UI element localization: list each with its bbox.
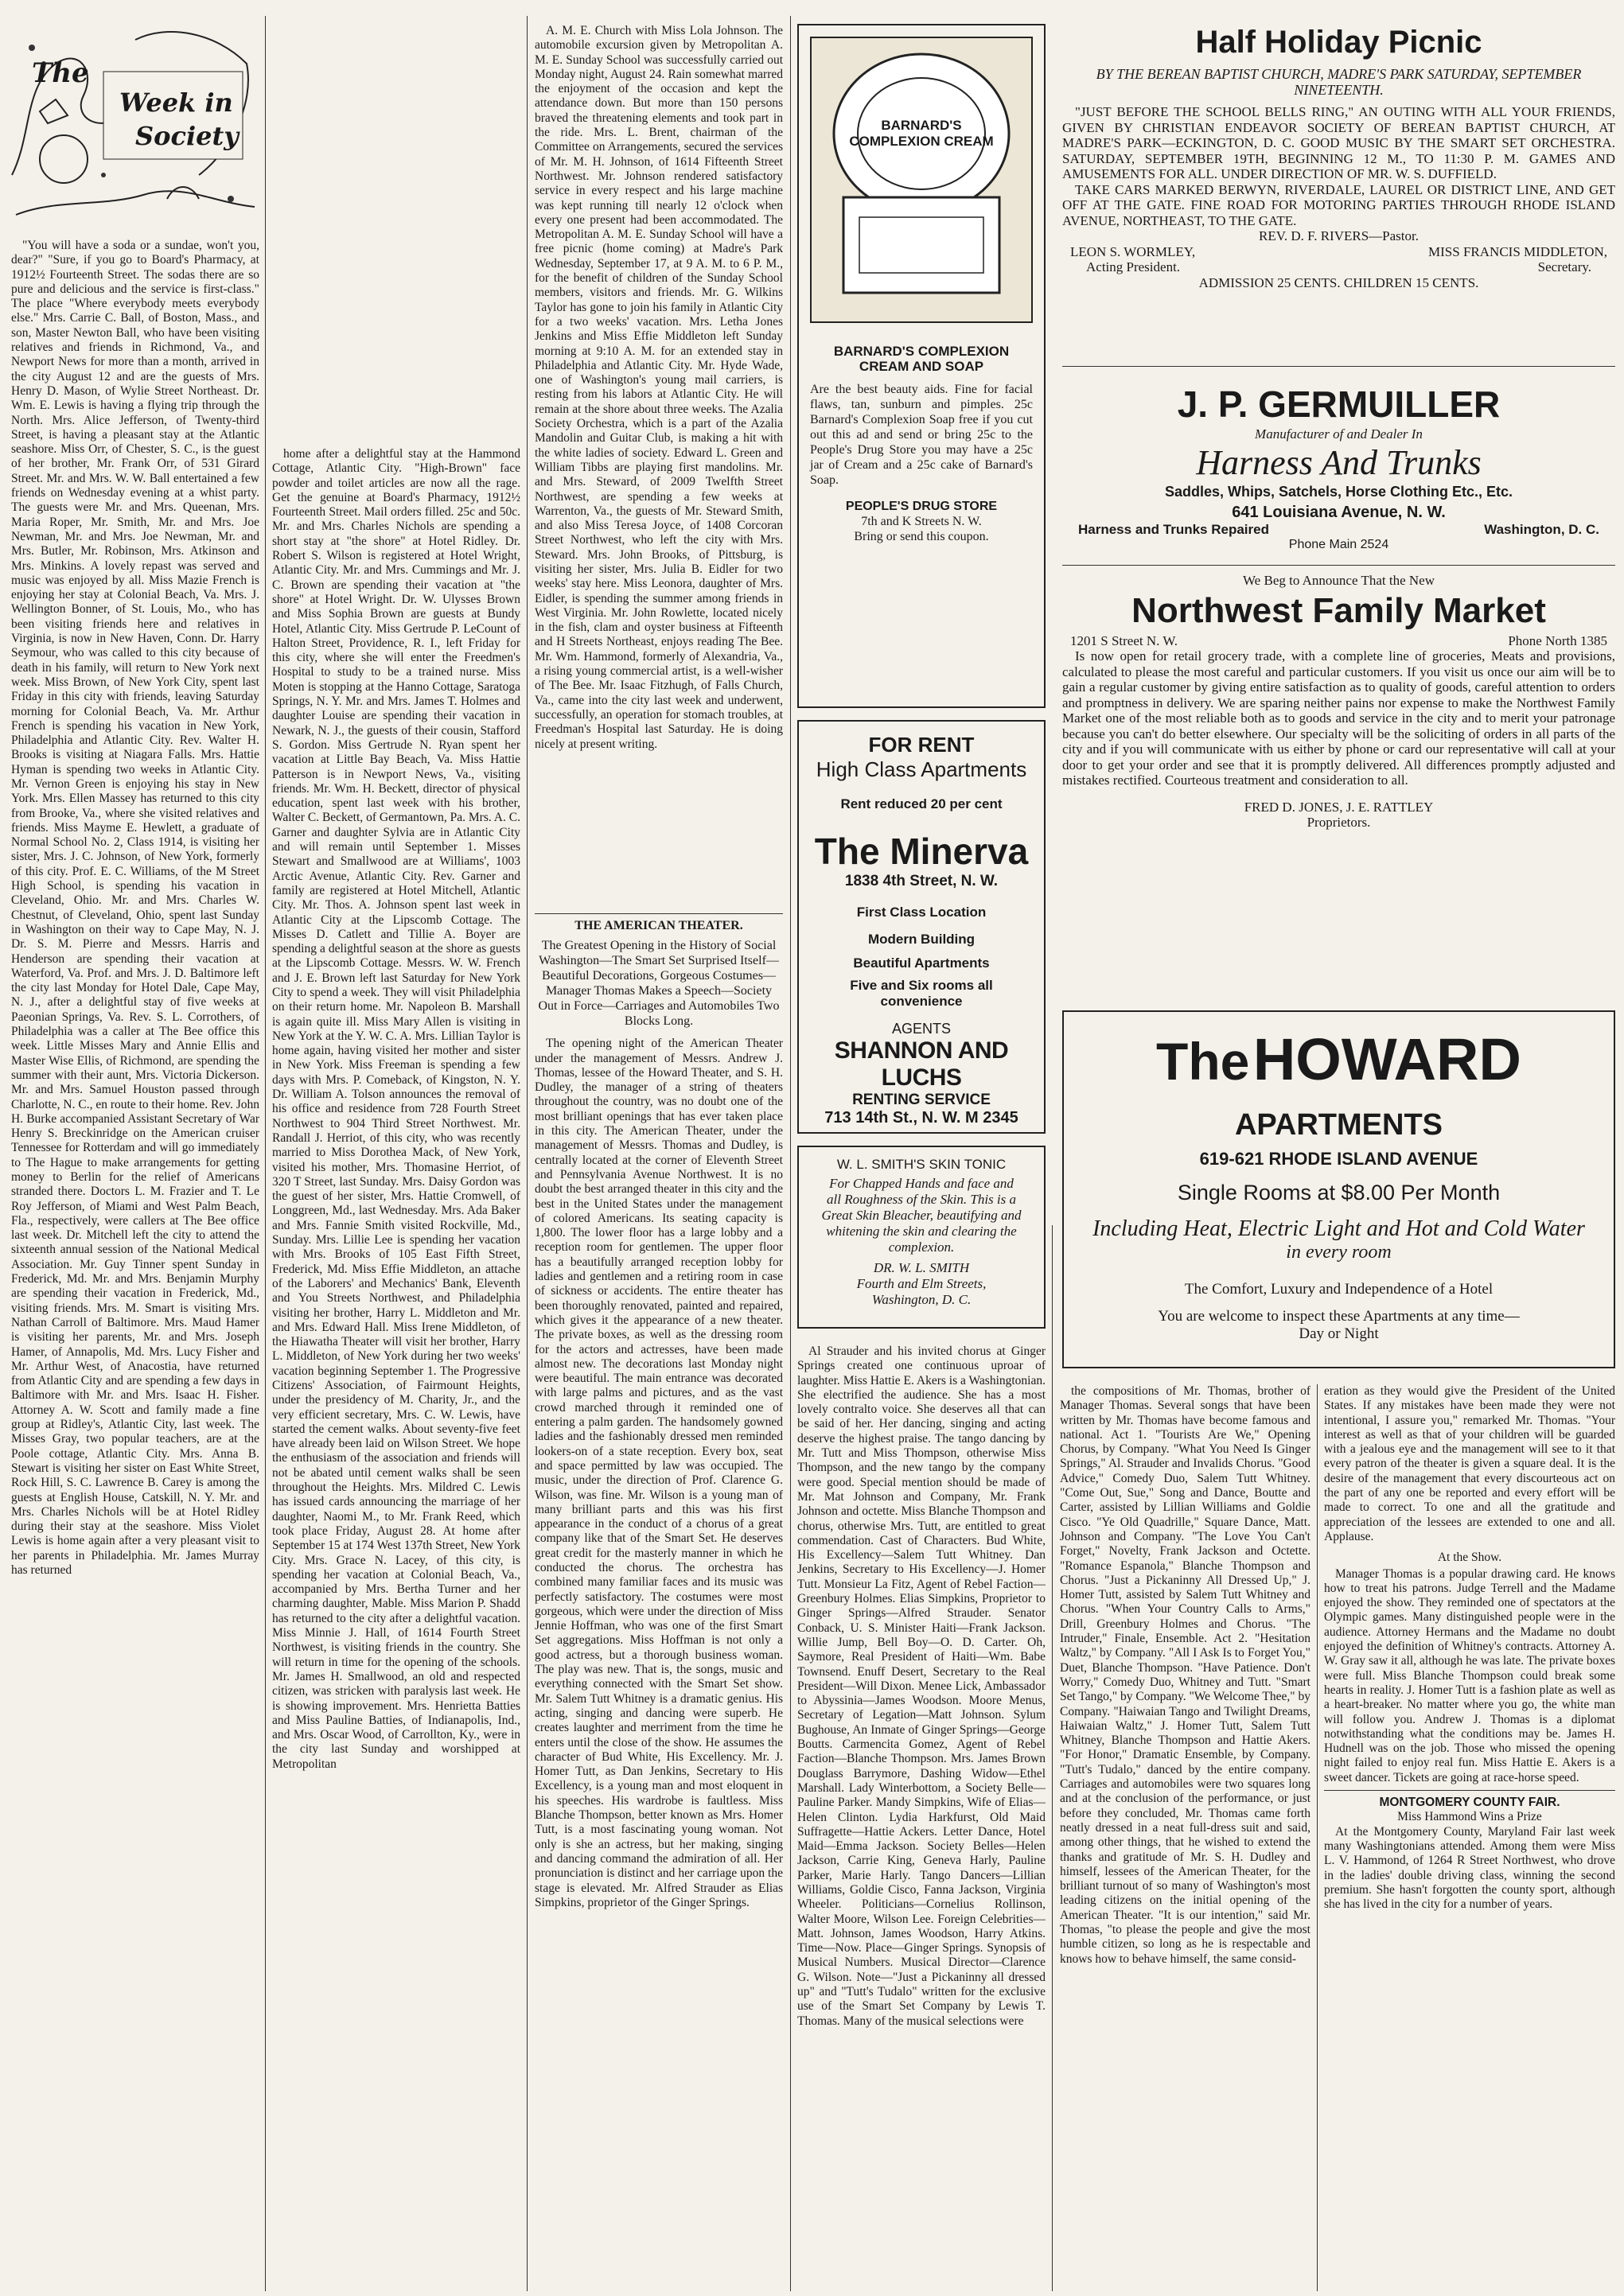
barnard-title: BARNARD'S COMPLEXION CREAM AND SOAP — [833, 344, 1010, 374]
picnic-pastor: REV. D. F. RIVERS—Pastor. — [1259, 228, 1419, 243]
minerva-line-2: Modern Building — [867, 932, 976, 947]
howard-welcome: You are welcome to inspect these Apartments at any time— — [1158, 1308, 1520, 1325]
market-proprietor-names: FRED D. JONES, J. E. RATTLEY — [1244, 799, 1434, 815]
germuiller-name: J. P. GERMUILLER — [1177, 383, 1501, 425]
howard-address: 619-621 RHODE ISLAND AVENUE — [1199, 1149, 1478, 1169]
society-column-1 — [11, 239, 259, 2287]
germuiller-phone: Phone Main 2524 — [1288, 538, 1389, 551]
section-rule — [1324, 1790, 1615, 1791]
barnard-ad — [797, 24, 1046, 708]
section-rule — [1062, 565, 1615, 566]
picnic-body: "JUST BEFORE THE SCHOOL BELLS RING," AN OUTING WITH ALL YOUR FRIENDS, GIVEN BY CHRISTIAN ENDEAVOR SOCIETY OF BEREAN BAPTIST CHURCH, AT MADRE'S PARK—ECKINGTON, D. C. GOOD MUSIC BY THE SMART SET ORCHESTRA. SATURDAY, SEPTEMBER 19TH, BEGINNING 12 M., TO 11:30 P. M. GAMES AND AMUSEMENTS FOR ALL. UNDER DIRECTION OF MR. W. S. DUFFIELD. — [1062, 104, 1615, 181]
week-in-society-masthead — [8, 16, 261, 227]
theater-body-2: Al Strauder and his invited chorus at Ginger Springs created one continuous uproar of laughter. Miss Hattie E. Akers is a Washingtonian. She electrified the audience. She has a most lovely contralto voice. She deserves all that can be said of her. Her dancing, singing and acting deserve the highest praise. The tango dancing by Mr. Tutt and Miss Thompson, otherwise Miss Thompson, and the new tango by the company were good. Special mention should be made of Mr. Mat Johnson and Company, Mr. Frank Johnson and octette. Miss Blanche Thompson and chorus, otherwise Mrs. Tutt, are entitled to great commendation. Cast of Characters. Bud White, His Excellency—Salem Tutt Whitney. Dan Jenkins, Secretary to His Excellency—J. Homer Tutt. Monsieur La Fitz, Agent of Rebel Faction—Greenbury Holmes. Elias Simpkins, Proprietor to Ginger Springs—Alfred Strauder. Senator Conback, U. S. Minister Haiti—Frank Jackson. Willie Jump, Bell Boy—O. D. Carter. Oh, Saymore, Real President of Haiti—Wm. Babe Townsend. Enuff Desert, Secretary to the Real President—Will Dixon. Menee Lick, Ambassador to Abyssinia—James Woodson. Moore Menus, Secretary of Legation—Matt Johnson. Sylum Bughouse, An Inmate of Ginger Springs—George Boutts. Carmencita Gomez, Agent of Rebel Faction—Blanche Thompson. Mrs. James Brown Douglass Barrymore, Dashing Widow—Ethel Marshall. Lady Winterbottom, a Society Belle—Pauline Parker. Mandy Simpkins, Wife of Elias—Helen Clinton. Lydia Harkfurst, Old Maid Suffragette—Hattie Ackers. Letter Dance, Hotel Maid—Emma Jackson. Society Belles—Helen Jackson, Carrie King, Geneva Harly, Pauline Parker, Marie Harly. Tango Dancers—Lillian Williams, Goldie Cisco, Fanna Jackson, Virginia Wheeler. Politicians—Cornelius Rollinson, Walter Moore, Wilson Lee. Foreign Celebrities—Matt. Johnson, James Woodson, Harry Atkins. Time—Now. Place—Ginger Springs. Synopsis of Musical Numbers. Musical Director—Clarence G. Wilson. Note—"Just a Pickaninny all dressed up" and "Tutt's Tudalo" written for the exclusive use of the Smart Set Company by Lewis T. Thomas. Many of the musical selections were — [797, 1345, 1046, 2028]
show-body: Manager Thomas is a popular drawing card. He knows how to treat his patrons. Judge Terrell and the Madame enjoyed the show. They reminded one of spectators at the Olympic games. Many distinguished people were in the audience. Attorney Hermans and the Madame no doubt enjoyed the definition of Whitney's contracts. Attorney A. W. Gray saw it all, although he was late. The private boxes were full. Miss Blanche Thompson could break some hearts in reality. J. Homer Tutt is a fashion plate as well as a heart-breaker. No matter where you go, the white man will follow you. Andrew J. Thomas is a diplomat notwithstanding what the conditions may be. James H. Hudnell was on the job. Those who missed the opening night failed to enjoy real fun. Miss Hattie E. Akers is a sweet dancer. Tickets are going at race-horse speed. — [1324, 1566, 1615, 1784]
masthead-word-2: Week in — [119, 88, 233, 118]
fair-subtitle: Miss Hammond Wins a Prize — [1397, 1810, 1542, 1824]
market-name: Northwest Family Market — [1131, 590, 1546, 630]
picnic-notice — [1062, 24, 1615, 358]
tonic-address: Fourth and Elm Streets, Washington, D. C. — [856, 1276, 987, 1307]
theater-column-5 — [1060, 1384, 1310, 2287]
theater-body-4: eration as they would give the President of the United States. If any mistakes have been made they were not intentional, I assure you," remarked Mr. Thomas. "Your interest as well as that of your children will be guarded with a jealous eye and the management will see to it that every patron of the theater is given a square deal. It is the desire of the management that every discourteous act on the part of any one be reported and every effort will be made to correct. To one and all the gratitude and appreciation of the lessees are extended to one and all. Applause. — [1324, 1384, 1615, 1543]
minerva-line-1: First Class Location — [856, 905, 987, 920]
market-ad — [1062, 573, 1615, 994]
society-text-1: "You will have a soda or a sundae, won't you, dear?" "Sure, if you go to Board's Pharmacy, at 1912½ Fourteenth Street. The sodas there are so pure and delicious and the service is first-class." The place "Where everybody meets everybody else." Mrs. Carrie C. Ball, of Boston, Mass., and son, Master Newton Ball, who have been visiting relatives and friends in Richmond, Va., and Newport News for more than a month, arrived in the city August 12 and are the guests of Mrs. Henry D. Mason, of Wylie Street Northeast. Dr. Wm. E. Lewis is having a flying trip through the North. Mrs. Alice Jefferson, of Twenty-third Street, is having a pleasant stay at the Atlantic seashore. Miss Orr, of Chester, S. C., is the guest of her brother, Mr. Frank Orr, of 531 Girard Street. Mr. and Mrs. W. W. Ball entertained a few friends on Wednesday evening at a whist party. The guests were Mr. and Mrs. Queenan, Mrs. Maria Roper, Mr. Smith, Mr. and Mrs. Joe Newman, Mr. and Mrs. Joe Newman, Mr. and Mrs. Butler, Mr. Robinson, Mrs. Atkinson and Mrs. Minkins. A lovely repast was served and music was enjoyed by all. Miss Mazie French is enjoying her stay at Colonial Beach, Va. Mrs. J. Wellington Bonner, of St. Louis, Mo., who has been visiting friends here and relatives in Virginia, is now in New Haven, Conn. Dr. Harry Seymour, who was called to this city because of death in his family, will return to New York next week. Miss Brown, of New York City, spent last Friday in this city with friends, leaving Saturday morning for Colonial Beach, Va. Mr. Arthur French is spending his vacation in New York, Philadelphia and Atlantic City. Rev. Walter H. Brooks is visiting at Niagara Falls. Mrs. Hattie Hyman is spending two weeks in Atlantic City. Mr. Vernon Green is enjoying his stay in New York. Mrs. Ellen Massey has returned to this city from Brooke, Va., where she visited relatives and friends. Miss Mayme E. Hewlett, a graduate of Normal School No. 2, Class 1914, is visiting her sister, Mrs. J. C. Johnson, of New York, formerly of this city. Prof. E. C. Williams, of the M Street High School, is spending his vacation in Cleveland, Ohio. Mr. and Mrs. Charles W. Chestnut, of Cleveland, Ohio, spent last Sunday in Washington on their way to Cape May, N. J. Dr. S. M. Pierre and Messrs. Harris and Henderson are spending their vacation at Waterford, Va. Prof. and Mrs. J. D. Baltimore left the city last Monday for Hotel Dale, Cape May, N. J., after a delightful stay of five weeks at Paeonian Springs, Va. Rev. S. L. Corrothers, of Philadelphia was a caller at The Bee office this week. Little Misses Mary and Annie Ellis and Master Wise Ellis, of Richmond, are spending the summer with their aunt, Mrs. Victoria Dickerson. Mr. and Mrs. Samuel Houston passed through Charlotte, N. C., en route to their home. Rev. John H. Burke accompanied Assistant Secretary of War Henry S. Breckinridge on the American cruiser Tennessee for Rotterdam and will go immediately to The Hague to make arrangements for getting money to Berlin for the relief of Americans stranded there. Doctors L. M. Frazier and T. Le Roy Jefferson, of Miami and West Palm Beach, Fla., respectively, were callers at The Bee office last week. Dr. Mitchell left the city to attend the sixteenth annual session of the National Medical Association. Mr. Guy Tinner spent Sunday in Frederick, Md. Mr. and Mrs. Benjamin Murphy are spending their vacation in Frederick, Md., visiting friends. Mrs. M. Smart is visiting Mrs. Nathan Carroll of Baltimore. Mrs. Maud Hamer is visiting her parents, Mr. and Mrs. Joseph Hamer, of Annapolis, Md. Mrs. Lucy Fisher and Mr. Arthur West, of Anacostia, have returned from Atlantic City and are spending a few days in Baltimore with Mr. and Mrs. Isaac H. Fisher. Attorney A. W. Scott and family made a fine group at Ridley's, Atlantic City, last week. The Misses Gray, two popular teachers, are at the Poole cottage, Atlantic City. Mrs. Anna B. Stewart is visiting her sister on East White Street, Rock Hill, S. C. Lawrence B. Carey is among the guests at English House, Catskill, N. Y. Mr. and Mrs. Charles Nichols will be at Hotel Ridley during their stay at the seashore. Miss Violet Lewis is home again after a very pleasant visit to her parents in Philadelphia. Mr. James Murray has returned — [11, 239, 259, 1578]
society-text-2: home after a delightful stay at the Hammond Cottage, Atlantic City. "High-Brown" face powder and toilet articles are now all the rage. Get the genuine at Board's Pharmacy, 1912½ Fourteenth Street. Mail orders filled. 25c and 50c. Mr. and Mrs. Charles Nichols are spending a short stay at "the shore" at Hotel Ridley. Dr. Robert S. Wilson is registered at Hotel Wright, Atlantic City. Mr. and Mrs. Cummings and Mr. J. C. Brown are spending their vacation at "the shore" at Hotel Wright. Dr. W. Ulysses Brown and Miss Sophia Brown are guests at Bundy Hotel, Atlantic City. Miss Gertrude P. LeCount of Halton Street, Providence, R. I., left Friday for this city, where she will enter the Freedmen's Hospital to study to be a trained nurse. Miss Moten is stopping at the Hanno Cottage, Saratoga Springs, N. Y. Mr. and Mrs. James T. Holmes and daughter Louise are spending their vacation in Newark, N. J., the guests of their cousin, Stafford S. Gordon. Miss Gertrude N. Ryan spent her vacation at Little Bay Beach, Va. Miss Hattie Patterson is in Newport News, Va., visiting friends. Mr. Wm. H. Beckett, director of physical education, spent last week with his brother, Walter C. Beckett, of Germantown, Pa. Mrs. A. C. Garner and daughter Sylvia are in Atlantic City and will remain until September 1. Misses Stewart and Smallwood are at Williams', 1003 Arctic Avenue, Atlantic City. Rev. Garner and family are registered at Hotel Mitchell, Atlantic City. Mr. Thos. A. Johnson spent last week in Atlantic City at the Lipscomb Cottage. The Misses D. Catlett and Tillie A. Boyer are spending a delightful season at the shore as guests at the Lipscomb Cottage. Messrs. W. W. French and J. E. Brown left last Saturday for New York City to spend a week. They will visit Philadelphia on their return home. Mr. Napoleon B. Marshall is again quite ill. Miss Mary Allen is visiting in New York at the Y. W. C. A. Mrs. Lillian Taylor is home again, having visited her mother and sister in New York. Miss Freeman is spending a few days with Mrs. P. Comeback, of Kingston, N. Y. Dr. William A. Tolson announces the removal of his office and residence from 728 Fourth Street Northwest to 904 Third Street Northwest. Mr. Randall J. Herriot, of this city, who was recently married to Miss Dorothea Mack, of New York, visited his mother, Mrs. Thomasine Herriot, of 320 T Street, last Sunday. Mrs. Daisy Gordon was the guest of her sister, Mrs. Hattie Cromwell, of Longgreen, Md., last Wednesday. Mrs. Ada Baker and Mrs. Fannie Smith visited Rockville, Md., Sunday. Mrs. Lillie Lee is spending her vacation with Mrs. Brooks of 105 East Fifth Street, Frederick, Md. Miss Effie Middleton, an attache of the Laborers' and Mechanics' Bank, Eleventh and You Streets Northwest, and Philadelphia visiting her brother, Harry L. Middleton and Mr. and Mrs. Edward Hall. Miss Irene Middleton, of the Hiawatha Theater will visit her brother, Harry L. Middleton, of New York during her two weeks' vacation beginning September 1. The Progressive Citizens' Association, of Fairmount Heights, under the presidency of M. Charity, Jr., and the very efficient secretary, Mrs. C. W. Lewis, have started the cement walks. About seventy-five feet have already been laid on Wilson Street. We hope the enthusiasm of the association and friends will not be abated until cement walks shall be seen throughout the Heights. Mrs. Mildred C. Lewis has issued cards announcing the marriage of her daughter, Naomi M., to Mr. Frank Reed, which took place Friday, August 28. At home after September 15 at 174 West 137th Street, New York City. Mrs. Grace N. Lacey, of this city, is spending her vacation at Colonial Beach, Va., accompanied by Mrs. Bertha Turner and her charming daughter, Mable. Miss Marion P. Shadd has returned to the city after a delightful vacation. Miss Minnie J. Hall, of 1614 Fourth Street Northwest, is visiting friends in the country. She will return in time for the opening of the schools. Mr. James H. Smallwood, an old and respected citizen, was stricken with paralysis last week. He is showing improvement. Mrs. Henrietta Batties and Miss Pauline Batties, of Indianapolis, Ind., and Mrs. Oscar Wood, of Carrollton, Ky., were in the city last Sunday and worshipped at Metropolitan — [272, 447, 520, 1771]
section-rule — [535, 913, 783, 914]
picnic-secretary-role: Secretary. — [1537, 259, 1591, 274]
agents-label: AGENTS — [891, 1021, 951, 1037]
market-announce: We Beg to Announce That the New — [1243, 573, 1435, 588]
minerva-ad — [797, 720, 1046, 1134]
howard-apartments-ad — [1062, 1010, 1615, 1368]
tonic-title: W. L. SMITH'S SKIN TONIC — [836, 1157, 1007, 1172]
tonic-body: For Chapped Hands and face and all Roughness of the Skin. This is a Great Skin Bleacher, beautifying and whitening the skin and clearing the complexion. — [821, 1176, 1022, 1255]
barnard-note: Bring or send this coupon. — [854, 530, 989, 543]
forrent-sub: High Class Apartments — [816, 757, 1027, 781]
forrent-rent: Rent reduced 20 per cent — [840, 796, 1003, 811]
germuiller-ad — [1062, 374, 1615, 557]
theater-title: THE AMERICAN THEATER. — [574, 919, 743, 932]
theater-article-start — [535, 919, 783, 2291]
picnic-secretary: MISS FRANCIS MIDDLETON, — [1428, 243, 1607, 259]
market-phone: Phone North 1385 — [1508, 632, 1607, 648]
agents-service: RENTING SERVICE — [852, 1092, 991, 1108]
masthead-word-3: Society — [135, 121, 239, 151]
howard-day-night: Day or Night — [1299, 1325, 1379, 1342]
howard-name: HOWARD — [1252, 1026, 1521, 1092]
forrent-title: FOR RENT — [868, 733, 975, 757]
picnic-admission: ADMISSION 25 CENTS. CHILDREN 15 CENTS. — [1198, 274, 1479, 290]
minerva-name: The Minerva — [814, 831, 1029, 872]
column-rule — [790, 16, 791, 2291]
minerva-line-4: Five and Six rooms all convenience — [850, 978, 993, 1009]
market-address: 1201 S Street N. W. — [1070, 632, 1178, 648]
theater-body-3: the compositions of Mr. Thomas, brother of Manager Thomas. Several songs that have been written by Mr. Thomas have become famous and national. Act 1. "Tourists Are We," Opening Chorus, by Company. "What You Need Is Ginger Springs," Al. Strauder and Invalids Chorus. "Good Advice," Comedy Duo, Salem Tutt Whitney. "Come Out, Sue," Song and Dance, Boutte and Carter, assisted by Lillian Williams and Goldie Cisco. "Ye Old Quadrille," Square Dance, Matt. Johnson and Company. "The Love You Can't Forget," Novelty, Frank Jackson and Octette. "Romance Espanola," Blanche Thompson and Chorus. "Just a Pickaninny All Dressed Up," J. Homer Tutt, assisted by Salem Tutt Whitney and Chorus. "When Your Country Calls to Arms," Drill, Greenbury Holmes and Chorus. "The Intruder," Finale, Ensemble. Act 2. "Hesitation Waltz," by Company. "All I Ask Is to Forget You," Duet, Blanche Thompson. "Have Patience. Don't Worry," Comedy Duo, Whitney and Tutt. "Smart Set Tango," by Company. "We Welcome Thee," by Company. "Haiwaian Tango and Twilight Dreams, Haiwaian Waltz," J. Homer Tutt, Salem Tutt Whitney, Blanche Thompson and Hattie Akers. "For Honor," Dramatic Ensemble, by Company. "Tutt's Tudalo," danced by the entire company. Carriages and automobiles were two squares long and at the conclusion of the performance, or just before they concluded, Mr. Thomas came forth neatly dressed in a neat full-dress suit and said, among other things, that he wished to extend the thanks and gratitude of Mr. S. H. Dudley and himself, lessees of the American Theater, for the brilliant turnout of so many of Washington's most leading citizens on the initial opening of the American Theater. "It is our intention," said Mr. Thomas, "to please the people and give the most humble citizen, so long as he is respectable and knows how to behave himself, the same consid- — [1060, 1384, 1310, 1966]
fair-title: MONTGOMERY COUNTY FAIR. — [1379, 1796, 1560, 1810]
germuiller-address: 641 Louisiana Avenue, N. W. — [1232, 504, 1446, 521]
theater-body-1: The opening night of the American Theater under the management of Messrs. Andrew J. Thomas, lessee of the Howard Theater, and S. H. Dudley, the manager of a string of theaters throughout the country, was no doubt one of the most brilliant openings that has ever taken place in this city. The American Theater, under the management of Messrs. Thomas and Dudley, is centrally located at the corner of Eleventh Street and Pennsylvania Avenue Northwest. It is no doubt the best arranged theater in this city and the best in the United States under the management of colored Americans. Its seating capacity is 1,800. The lower floor has a large lobby and a reception room for gentlemen. The upper floor has a beautifully arranged reception lobby for ladies and gentlemen and a retiring room in case of sickness or accidents. The entire theater has been thoroughly renovated, painted and repaired, which gives it the appearance of a new theater. The private boxes, as well as the dressing room for the actors and actresses, have been made almost new. The decorations last Monday night were beautiful. The main entrance was decorated with large palms and pictures, and as the vast crowd marched through it reminded one of entering a palm garden. The handsomely gowned ladies and the fashionably dressed men reminded lookers-on of a state reception. Every box, seat and space permitted by law was occupied. The music, under the direction of Prof. Clarence G. Wilson, was fine. Mr. Wilson is a young man of many brilliant parts and this was his first appearance in the conduct of a chorus of a great company like that of the Smart Set. He deserves great credit for the masterly manner in which he conducted the chorus. The orchestra has combined many familiar faces and its music was perfectly satisfactory. The costumes were most gorgeous, which were under the direction of Miss Jennie Hoffman, who was one of the first Smart Set aggregations. Miss Hoffman is not only a good actress, but a thorough business woman. The play was new. That is, the songs, music and everything connected with the Smart Set show. Mr. Salem Tutt Whitney is a dramatic genius. His acting, singing and dancing were superb. He creates laughter and merriment from the time he enters until the close of the show. He assumes the character of Bud White, His Excellency. Mr. J. Homer Tutt, as Dan Jenkins, Secretary to His Excellency, is a young man and most eloquent in his speeches. His wardrobe is faultless. Miss Blanche Thompson, better known as Mrs. Homer Tutt, is a most fascinating young woman. Not only is she an actress, but her making, singing and dancing command the admiration of all. Her pronunciation is distinct and her carriage upon the stage is elevated. Mr. Alfred Strauder as Elias Simpkins, proprietor of the Ginger Springs. — [535, 1037, 783, 1909]
cream-jar-icon — [812, 38, 1031, 321]
theater-column-6 — [1324, 1384, 1615, 2291]
picnic-president-role: Acting President. — [1086, 259, 1181, 274]
cream-jar-illustration — [810, 37, 1033, 323]
market-proprietors: Proprietors. — [1307, 815, 1371, 830]
fair-body: At the Montgomery County, Maryland Fair last week many Washingtonians attended. Among them were Miss L. V. Hammond, of 1264 R Street Northwest, who drove in the ladies' double driving class, winning the second premium. She hasn't forgotten the county sport, although she has lived in the city for a number of years. — [1324, 1824, 1615, 1912]
germuiller-city: Washington, D. C. — [1484, 522, 1599, 537]
society-column-2 — [272, 447, 520, 2287]
howard-comfort: The Comfort, Luxury and Independence of a Hotel — [1184, 1281, 1494, 1298]
howard-includes: Including Heat, Electric Light and Hot and Cold Water — [1092, 1216, 1585, 1241]
picnic-president: LEON S. WORMLEY, — [1070, 243, 1196, 259]
germuiller-subtitle: Manufacturer of and Dealer In — [1255, 426, 1423, 442]
picnic-title: Half Holiday Picnic — [1195, 25, 1482, 60]
germuiller-items: Saddles, Whips, Satchels, Horse Clothing Etc., Etc. — [1164, 484, 1513, 500]
market-body: Is now open for retail grocery trade, with a complete line of groceries, Meats and provisions, calculated to please the most careful and particular customers. If you visit us once our aim will be to gain a regular customer by giving entire satisfaction as to quality of goods, careful attention to orders and promptness in delivery. We are sparing neither pains nor expense to make the Northwest Family Market one of the most reliable both as to goods and service in the city and to merit your patronage because you can't do better elsewhere. Our specialty will be the soliciting of orders in all parts of the city and if you will communicate with us either by phone or card our representative will call at your door to get your order and see that it is promptly delivered. All differences promptly adjusted and mistakes rectified. Courteous treatment and consideration to all. — [1062, 648, 1615, 788]
agents-address: 713 14th St., N. W. M 2345 — [824, 1109, 1018, 1127]
society-text-3: A. M. E. Church with Miss Lola Johnson. The automobile excursion given by Metropolitan A. M. E. Sunday School was successfully carried out Monday night, August 24. Rain somewhat marred the enjoyment of the occasion and kept the attendance down. But more than 150 persons braved the threatening elements and took part in the ride. Mrs. L. Brent, chairman of the Committee on Arrangements, secured the services of Mr. M. H. Johnson, of 1614 Fifteenth Street Northwest. Mr. Johnson rendered satisfactory service in every respect and his large machine was kept running till nearly 12 o'clock when every one present had been accommodated. The Metropolitan A. M. E. Sunday School will have a free picnic (home coming) at Madre's Park Wednesday, September 17, at 9 A. M. to 6 P. M., for the benefit of children of the Sunday School members, visitors and friends. Mr. G. Wilkins Taylor has gone to join his family in Atlantic City for a two weeks' vacation. Mrs. Letha Jones Jenkins and Miss Effie Middleton left Sunday morning at 9:10 A. M. for an extended stay in Philadelphia and Atlantic City. Mr. Hyde Wade, one of Washington's young mail carriers, is resting from his labors at Atlantic City. He will remain at the shore about three weeks. The Azalia Society Orchestra, which is a part of the Azalia Mandolin and Guitar Club, is making a hit with the white ladies of society. Edward L. Green and William Tibbs are playing first mandolins. Mr. and Mrs. Steward, of 2009 Twelfth Street Northwest, are spending a few weeks at Warrenton, Va., the guests of Mr. Steward Smith, and also Miss Teresa Joyce, of 1408 Corcoran Street Northwest, who left the city with Mrs. Steward. Mrs. John Brooks, of Pittsburg, is visiting her sister, Mrs. Julia B. Eidler for two weeks' stay here. Miss Leonora, daughter of Mrs. Eidler, is spending the summer among friends in West Virginia. Mr. John Rowlette, located nicely in the fish, clam and oyster business at Fifteenth and H Streets Northeast, enjoys reading The Bee. Mr. Wm. Hammond, formerly of Alexandria, Va., a rising young commercial artist, is a well-wisher of The Bee. Mr. Isaac Fitzhugh, of Falls Church, Va., came into the city last week and underwent, successfully, an operation for stomach troubles, at Freedman's Hospital last Saturday. He is doing nicely at present writing. — [535, 24, 783, 751]
germuiller-main: Harness And Trunks — [1196, 443, 1482, 482]
barnard-address: 7th and K Streets N. W. — [861, 515, 982, 528]
column-rule — [1052, 1225, 1053, 2291]
cream-logo-text: BARNARD'S COMPLEXION CREAM — [849, 118, 994, 149]
skin-tonic-ad — [797, 1146, 1046, 1329]
column-rule — [265, 16, 266, 2291]
howard-every-room: in every room — [1286, 1242, 1392, 1263]
section-rule — [1062, 366, 1615, 367]
theater-column-4 — [797, 1345, 1046, 2287]
howard-the: The — [1156, 1032, 1250, 1091]
picnic-subtitle: BY THE BEREAN BAPTIST CHURCH, MADRE'S PARK SATURDAY, SEPTEMBER NINETEENTH. — [1096, 66, 1582, 98]
germuiller-repair: Harness and Trunks Repaired — [1078, 522, 1269, 537]
barnard-body: Are the best beauty aids. Fine for facial flaws, tan, sunburn and pimples. 25c Barnard's Complexion Soap free if you cut out this ad and send or bring 25c to the People's Drug Store you may have a 25c jar of Cream and a 25c cake of Barnard's Soap. — [810, 383, 1033, 487]
show-title: At the Show. — [1437, 1551, 1502, 1565]
howard-apartments: APARTMENTS — [1234, 1108, 1443, 1142]
theater-deck: The Greatest Opening in the History of Social Washington—The Smart Set Surprised Itself—Beautiful Decorations, Gorgeous Costumes—Manager Thomas Makes a Speech—Society Out in Force—Carriages and Automobiles Two Blocks Long. — [538, 939, 780, 1029]
column-rule — [1317, 1384, 1318, 2291]
minerva-address: 1838 4th Street, N. W. — [844, 873, 999, 889]
society-column-3 — [535, 24, 783, 907]
masthead-word-1: The — [32, 57, 89, 89]
howard-price: Single Rooms at $8.00 Per Month — [1177, 1181, 1501, 1204]
agents-name: SHANNON AND LUCHS — [834, 1037, 1009, 1091]
barnard-store: PEOPLE'S DRUG STORE — [845, 500, 998, 513]
picnic-body-2: TAKE CARS MARKED BERWYN, RIVERDALE, LAUREL OR DISTRICT LINE, AND GET OFF AT THE GATE. FINE ROAD FOR MOTORING PARTIES THROUGH RHODE ISLAND AVENUE, NORTHEAST, TO THE GATE. — [1062, 181, 1615, 228]
minerva-line-3: Beautiful Apartments — [853, 955, 990, 971]
column-rule — [527, 16, 528, 2291]
tonic-signature: DR. W. L. SMITH — [873, 1260, 970, 1275]
